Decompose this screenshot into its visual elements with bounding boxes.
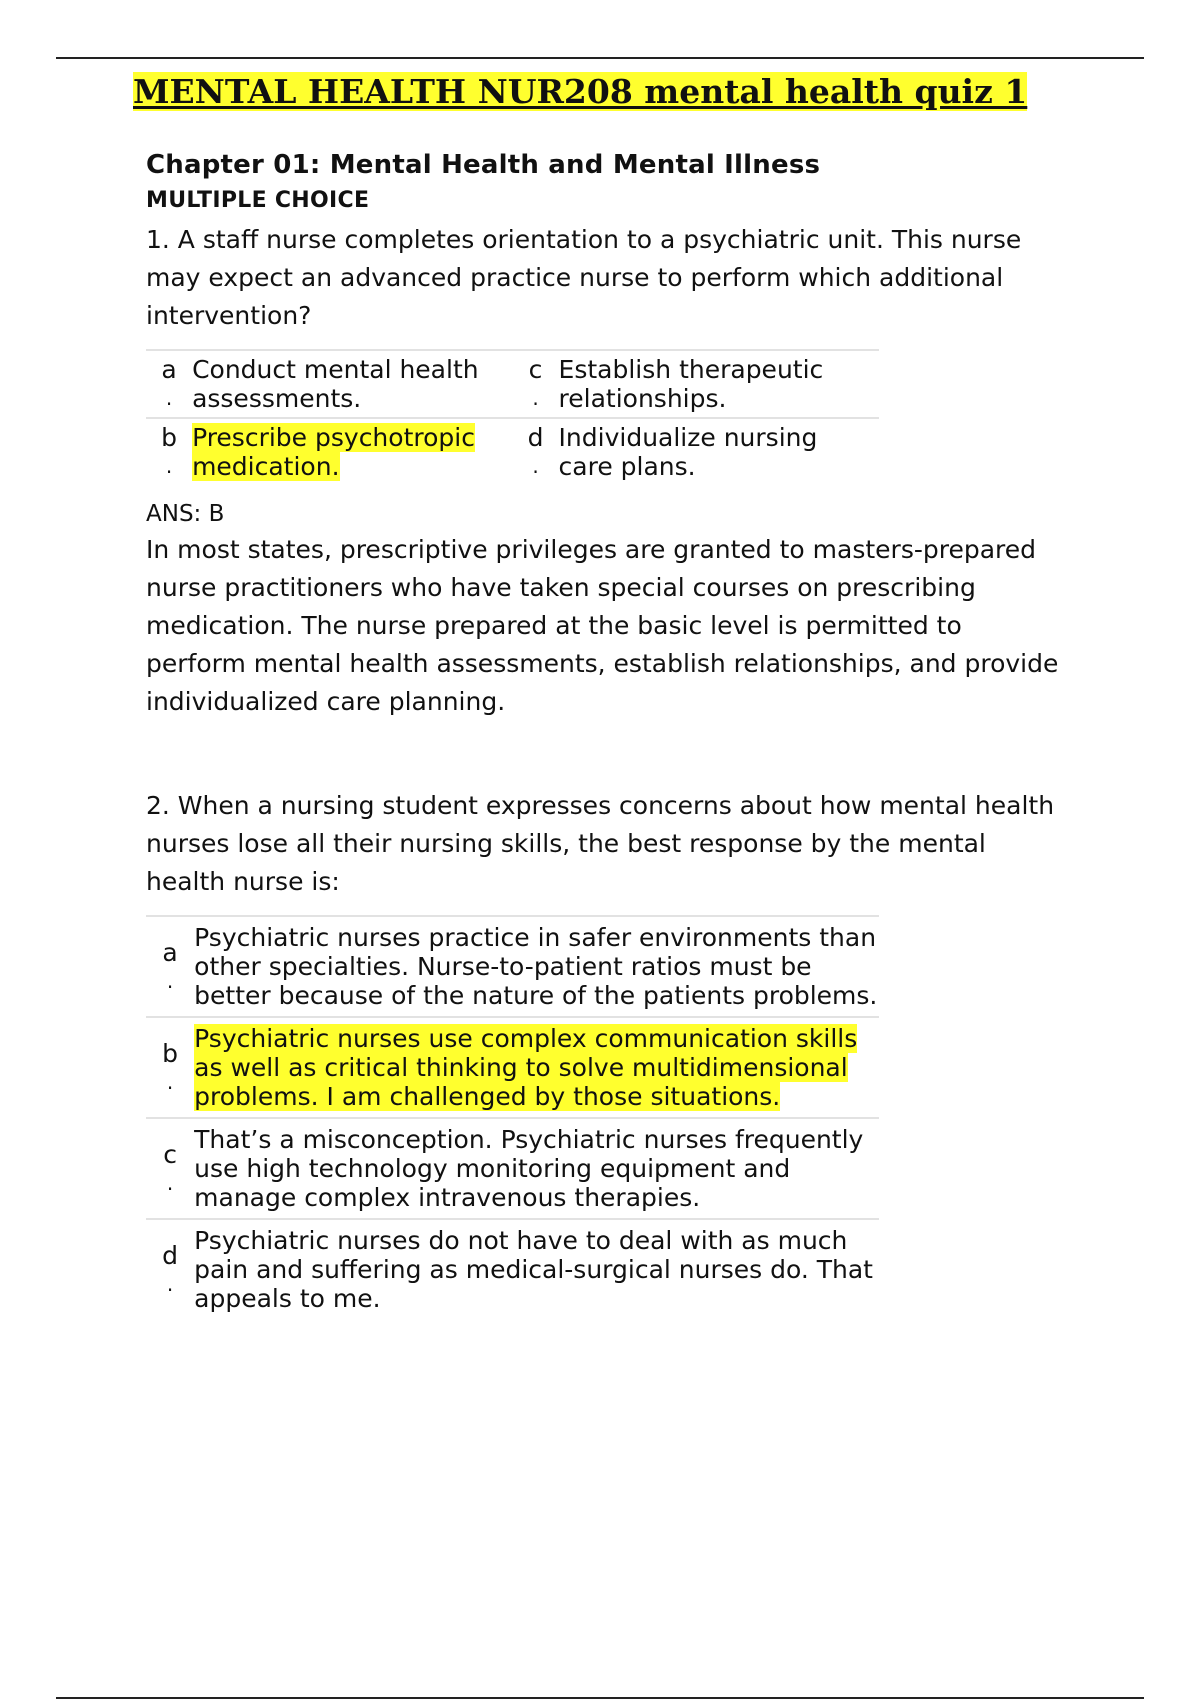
option-d-letter: d . <box>512 418 558 485</box>
option-row <box>146 1017 879 1118</box>
option-c-text: That’s a misconception. Psychiatric nurses frequently use high technology monitoring equipment and manage complex intravenous therapies. <box>194 1118 879 1219</box>
option-d-text: Psychiatric nurses do not have to deal with as much pain and suffering as medical-surgical nurses do. That appeals to me. <box>194 1219 879 1319</box>
answer-key: ANS: B <box>146 501 225 527</box>
option-b-letter: b . <box>146 1017 194 1118</box>
option-a-text: Psychiatric nurses practice in safer environments than other specialties. Nurse-to-patient ratios must be better because of the nature of the patients problems. <box>194 916 879 1017</box>
chapter-heading: Chapter 01: Mental Health and Mental Illness <box>146 150 821 180</box>
option-row <box>146 1118 879 1219</box>
question-2-options <box>146 915 879 1319</box>
question-1 <box>146 221 1066 721</box>
section-heading: MULTIPLE CHOICE <box>146 188 370 213</box>
option-b-letter: b . <box>146 418 192 485</box>
option-a-letter: a . <box>146 916 194 1017</box>
option-row <box>146 916 879 1017</box>
option-d-letter: d . <box>146 1219 194 1319</box>
option-b-text: Prescribe psychotropic medication. <box>192 418 512 485</box>
option-b-text: Psychiatric nurses use complex communication skills as well as critical thinking to solve multidimensional problems. I am challenged by those situations. <box>194 1017 879 1118</box>
bottom-rule <box>56 1697 1144 1699</box>
option-row <box>146 1219 879 1319</box>
rationale: In most states, prescriptive privileges are granted to masters-prepared nurse practitioners who have taken special courses on prescribing medication. The nurse prepared at the basic level is permitted to perform mental health assessments, establish relationships, and provide individualized care planning. <box>146 535 1059 716</box>
option-a-letter: a . <box>146 350 192 418</box>
question-1-options <box>146 349 879 485</box>
option-c-text: Establish therapeutic relationships. <box>559 350 879 418</box>
question-2 <box>146 787 1066 1319</box>
options-row <box>146 350 879 418</box>
top-rule <box>56 57 1144 59</box>
option-c-letter: c . <box>146 1118 194 1219</box>
option-d-text: Individualize nursing care plans. <box>559 418 879 485</box>
document-title: MENTAL HEALTH NUR208 mental health quiz 1 <box>133 72 1028 111</box>
option-c-letter: c . <box>512 350 558 418</box>
question-2-stem: 2. When a nursing student expresses concerns about how mental health nurses lose all their nursing skills, the best response by the mental health nurse is: <box>146 791 1055 896</box>
question-1-stem: 1. A staff nurse completes orientation to a psychiatric unit. This nurse may expect an advanced practice nurse to perform which additional intervention? <box>146 225 1022 330</box>
options-row <box>146 418 879 485</box>
document-body <box>146 150 1066 1319</box>
option-a-text: Conduct mental health assessments. <box>192 350 512 418</box>
